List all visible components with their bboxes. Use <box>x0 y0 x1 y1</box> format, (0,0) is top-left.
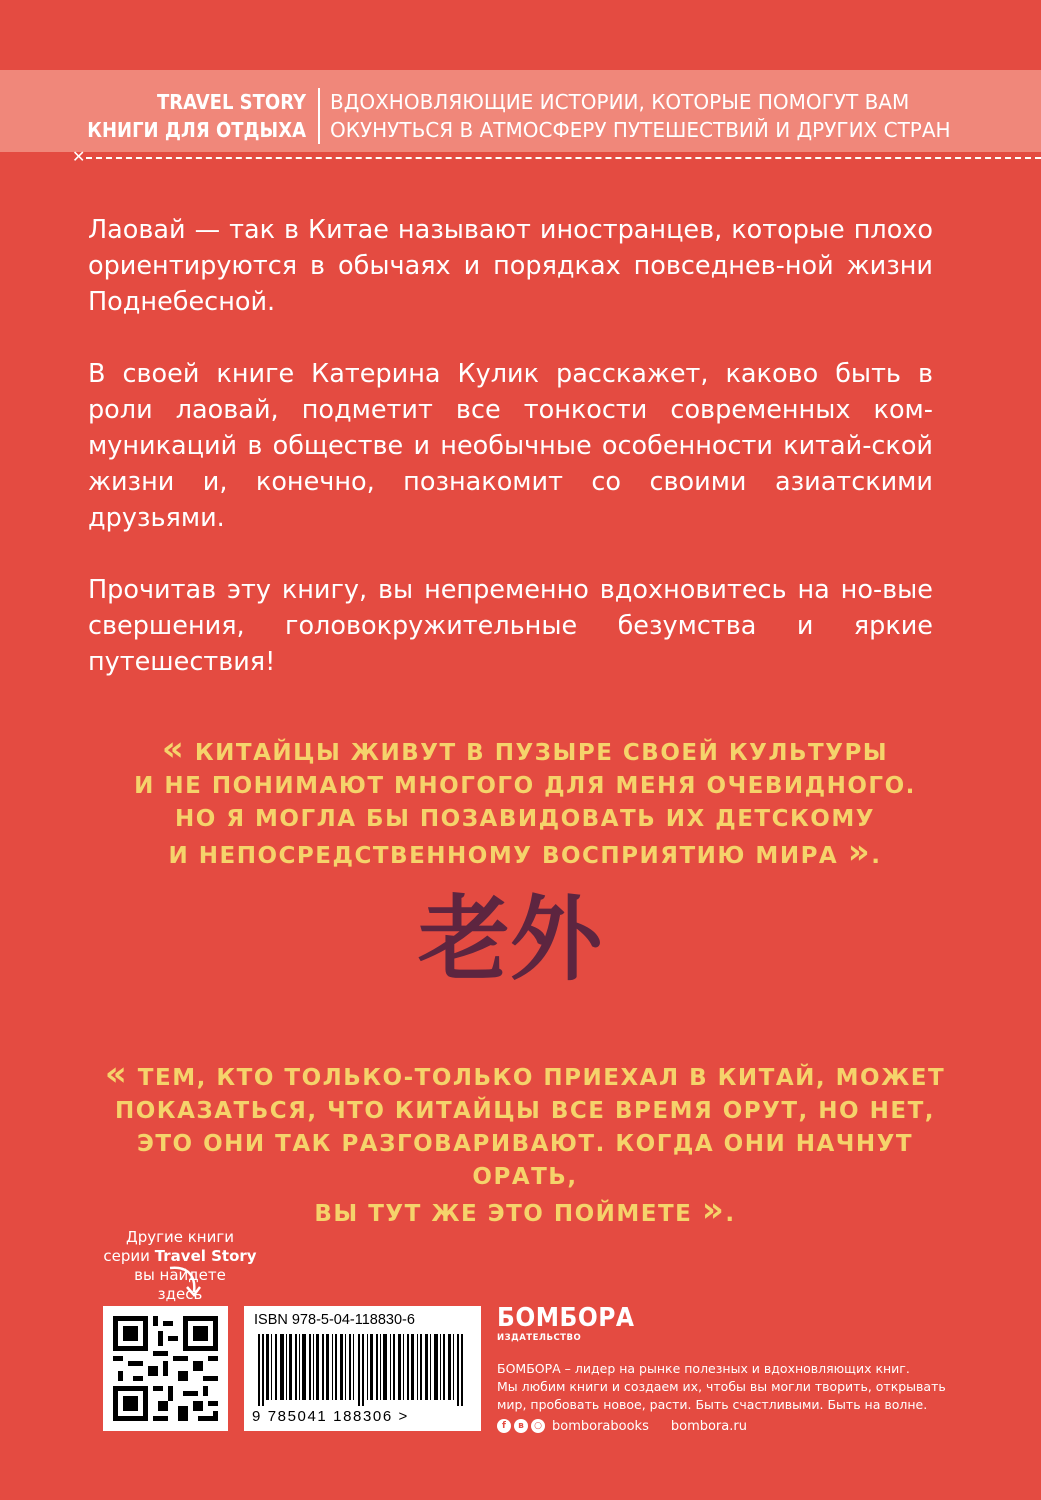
series-title <box>70 88 306 144</box>
website-link[interactable]: bombora.ru <box>670 1418 747 1434</box>
qr-code[interactable] <box>103 1306 228 1431</box>
series-divider <box>318 88 320 144</box>
quote-1-line4: И НЕПОСРЕДСТВЕННОМУ ВОСПРИЯТИЮ МИРА ». <box>168 832 882 872</box>
description-paragraph-2: В своей книге Катерина Кулик расскажет, каково быть в роли лаовай, подметит все тонкости современных ком-муникаций в обществе и необычные особенности китай-ской жизни и, конечно, познакомит со своими азиатскими друзьями. <box>88 359 933 533</box>
scissors-icon: ✕ <box>72 147 86 166</box>
qr-code-icon <box>103 1306 228 1431</box>
social-links <box>497 1416 747 1436</box>
close-quote-mark: » <box>847 832 872 872</box>
instagram-icon[interactable]: ○ <box>531 1419 545 1433</box>
curved-arrow-icon <box>166 1262 206 1302</box>
series-subtitle: КНИГИ ДЛЯ ОТДЫХА <box>87 118 306 142</box>
quote-2 <box>80 1054 970 1231</box>
quote-1-line1: « КИТАЙЦЫ ЖИВУТ В ПУЗЫРЕ СВОЕЙ КУЛЬТУРЫ <box>161 729 889 769</box>
isbn-digits: 9 785041 188306 > <box>252 1408 409 1425</box>
other-books-note: Другие книги серии Travel Story вы найдете здесь <box>103 1228 257 1303</box>
publisher-subtitle: ИЗДАТЕЛЬСТВО <box>497 1333 582 1343</box>
quote-2-line3: ЭТО ОНИ ТАК РАЗГОВАРИВАЮТ. КОГДА ОНИ НАЧНУТ ОРАТЬ, <box>136 1131 914 1190</box>
dashed-cut-line <box>86 157 1041 159</box>
quote-2-line4: ВЫ ТУТ ЖЕ ЭТО ПОЙМЕТЕ ». <box>314 1190 736 1230</box>
vk-icon[interactable]: в <box>514 1419 528 1433</box>
publisher-description: БОМБОРА – лидер на рынке полезных и вдохновляющих книг. Мы любим книги и создаем их, чтобы вы могли творить, открывать мир, пробовать новое, расти. Быть счастливыми. Быть на волне. <box>497 1361 946 1412</box>
isbn-label: ISBN 978-5-04-118830-6 <box>254 1312 415 1328</box>
quote-1-line2: И НЕ ПОНИМАЮТ МНОГОГО ДЛЯ МЕНЯ ОЧЕВИДНОГО. <box>134 773 916 799</box>
description-paragraph-1: Лаовай — так в Китае называют иностранцев, которые плохо ориентируются в обычаях и порядках повседнев-ной жизни Поднебесной. <box>88 215 933 317</box>
series-tagline-line2: ОКУНУТЬСЯ В АТМОСФЕРУ ПУТЕШЕСТВИЙ И ДРУГИХ СТРАН <box>330 118 951 142</box>
publisher-logo: БОМБОРА <box>497 1303 635 1333</box>
social-handle-link[interactable]: bomborabooks <box>552 1418 649 1434</box>
series-tagline <box>330 88 1010 144</box>
quote-2-line1: « ТЕМ, КТО ТОЛЬКО-ТОЛЬКО ПРИЕХАЛ В КИТАЙ, МОЖЕТ <box>104 1054 946 1094</box>
series-name: TRAVEL STORY <box>157 90 306 114</box>
barcode-icon <box>252 1334 473 1406</box>
description-paragraph-3: Прочитав эту книгу, вы непременно вдохновитесь на но-вые свершения, головокружительные безумства и яркие путешествия! <box>88 575 933 677</box>
open-quote-mark: « <box>104 1054 129 1094</box>
isbn-barcode <box>244 1306 481 1431</box>
quote-2-line2: ПОКАЗАТЬСЯ, ЧТО КИТАЙЦЫ ВСЕ ВРЕМЯ ОРУТ, НО НЕТ, <box>115 1098 935 1124</box>
quote-1 <box>80 729 970 873</box>
close-quote-mark: » <box>701 1190 726 1230</box>
chinese-characters-laowai: 老外 <box>417 886 602 993</box>
quote-1-line3: НО Я МОГЛА БЫ ПОЗАВИДОВАТЬ ИХ ДЕТСКОМУ <box>175 806 875 832</box>
facebook-icon[interactable]: f <box>497 1419 511 1433</box>
series-tagline-line1: ВДОХНОВЛЯЮЩИЕ ИСТОРИИ, КОТОРЫЕ ПОМОГУТ ВАМ <box>330 90 910 114</box>
open-quote-mark: « <box>161 729 186 769</box>
